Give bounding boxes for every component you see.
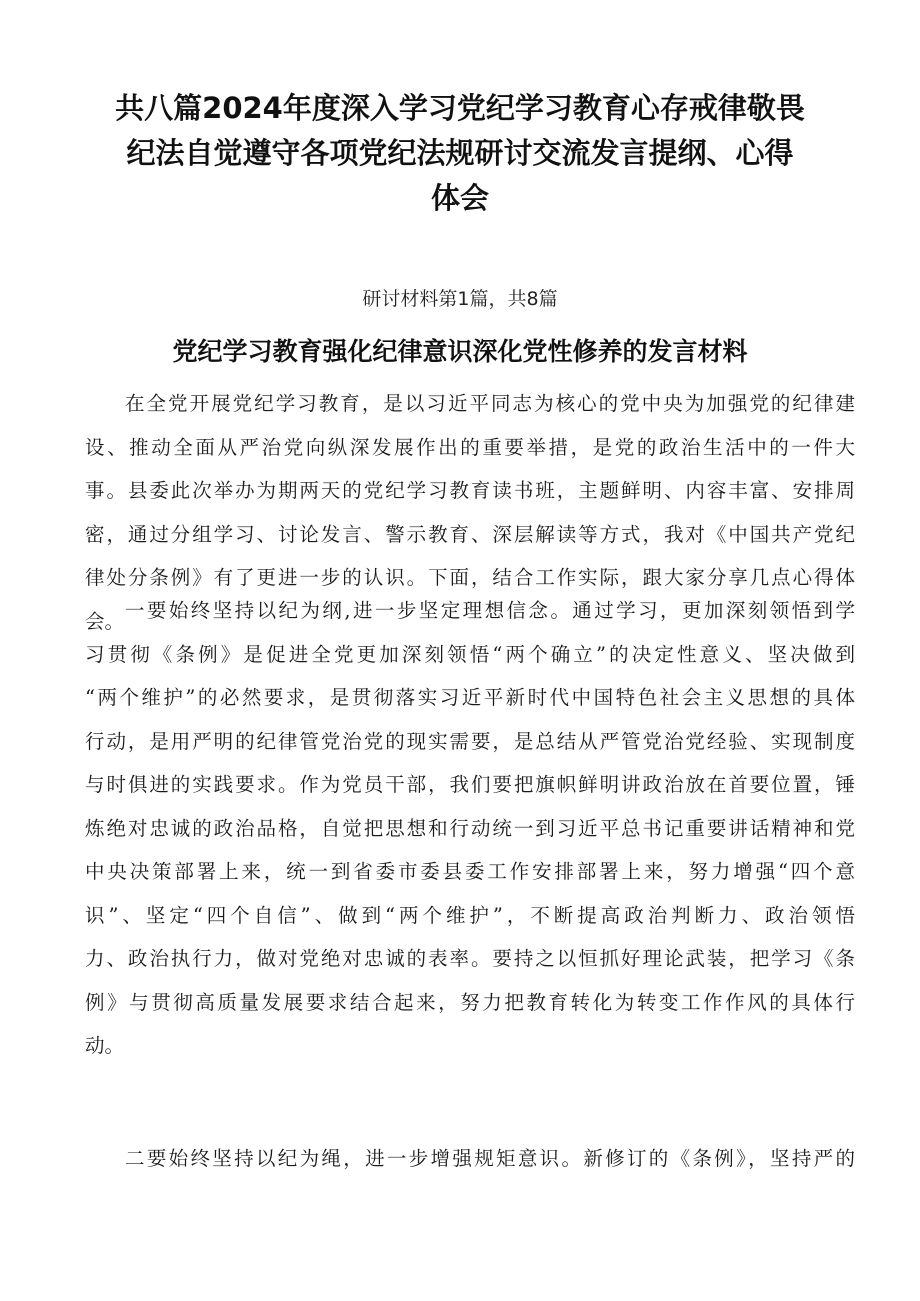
paragraph-line: 例》与贯彻高质量发展要求结合起来，努力把教育转化为转变工作作风的具体行 xyxy=(85,990,855,1014)
article-title: 党纪学习教育强化纪律意识深化党性修养的发言材料 xyxy=(172,337,748,366)
paragraph-line: “两个维护”的必然要求，是贯彻落实习近平新时代中国特色社会主义思想的具体 xyxy=(85,686,855,709)
paragraph-line: 一要始终坚持以纪为纲,进一步坚定理想信念。通过学习，更加深刻领悟到学 xyxy=(125,599,855,622)
paragraph xyxy=(85,589,855,1068)
document-subtitle: 研讨材料第1篇，共8篇 xyxy=(362,288,558,310)
paragraph-line: 动。 xyxy=(85,1034,125,1057)
paragraph-line: 炼绝对忠诚的政治品格，自觉把思想和行动统一到习近平总书记重要讲话精神和党 xyxy=(85,816,855,840)
paragraph-line: 识”、坚定“四个自信”、做到“两个维护”，不断提高政治判断力、政治领悟 xyxy=(85,903,855,927)
document-title xyxy=(60,86,860,221)
title-line: 共八篇2024年度深入学习党纪学习教育心存戒律敬畏 xyxy=(115,91,805,125)
title-line: 体会 xyxy=(430,181,489,215)
paragraph-line: 二要始终坚持以纪为绳，进一步增强规矩意识。新修订的《条例》，坚持严的 xyxy=(125,1147,855,1170)
paragraph-line: 律处分条例》有了更进一步的认识。下面，结合工作实际，跟大家分享几点心得体 xyxy=(85,566,855,589)
paragraph-line: 设、推动全面从严治党向纵深发展作出的重要举措，是党的政治生活中的一件大 xyxy=(85,435,855,459)
paragraph-line: 习贯彻《条例》是促进全党更加深刻领悟“两个确立”的决定性意义、坚决做到 xyxy=(85,642,855,666)
paragraph-line: 与时俱进的实践要求。作为党员干部，我们要把旗帜鲜明讲政治放在首要位置，锤 xyxy=(85,773,855,796)
paragraph-line: 在全党开展党纪学习教育，是以习近平同志为核心的党中央为加强党的纪律建 xyxy=(125,392,855,415)
paragraph-line: 事。县委此次举办为期两天的党纪学习教育读书班，主题鲜明、内容丰富、安排周 xyxy=(85,479,855,502)
title-line: 纪法自觉遵守各项党纪法规研讨交流发言提纲、心得 xyxy=(126,136,794,170)
paragraph-line: 密，通过分组学习、讨论发言、警示教育、深层解读等方式，我对《中国共产党纪 xyxy=(85,522,855,546)
paragraph xyxy=(85,1137,855,1181)
paragraph-line: 会。 xyxy=(85,609,125,633)
paragraph-line: 力、政治执行力，做对党绝对忠诚的表率。要持之以恒抓好理论武装，把学习《条 xyxy=(85,947,855,970)
paragraph-line: 行动，是用严明的纪律管党治党的现实需要，是总结从严管党治党经验、实现制度 xyxy=(85,729,855,753)
paragraph-line: 中央决策部署上来，统一到省委市委县委工作安排部署上来，努力增强“四个意 xyxy=(85,860,855,883)
